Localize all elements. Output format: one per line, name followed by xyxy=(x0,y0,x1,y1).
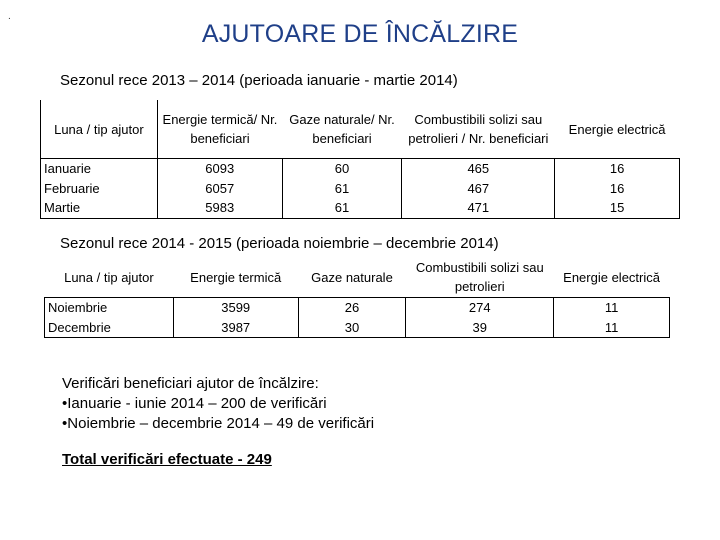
month: Noiembrie xyxy=(48,300,108,315)
value: 467 xyxy=(467,180,490,196)
season-1-header-row xyxy=(41,100,680,159)
value: 61 xyxy=(334,200,350,215)
col-header-gaze: Gaze naturale xyxy=(311,269,393,285)
month: Decembrie xyxy=(48,319,111,335)
col-header-energie-termica: Energie termică xyxy=(190,269,282,285)
bullet: • xyxy=(62,415,68,432)
verifications-total: Total verificări efectuate - 249 xyxy=(62,451,272,468)
combustibili-cell xyxy=(402,159,555,219)
month-cell xyxy=(41,159,158,219)
verifications-item xyxy=(62,414,374,434)
verifications-heading: Verificări beneficiari ajutor de încălzire: xyxy=(62,375,319,392)
gaze-cell xyxy=(298,298,406,338)
value: 15 xyxy=(609,200,625,215)
season-2-heading: Sezonul rece 2014 - 2015 (perioada noiembrie – decembrie 2014) xyxy=(60,235,499,252)
value: 30 xyxy=(344,319,360,335)
value: 6093 xyxy=(205,161,235,176)
verifications-item-text: Ianuarie - iunie 2014 – 200 de verificări xyxy=(67,395,327,412)
season-2-header-row xyxy=(45,257,670,298)
energie-electrica-cell xyxy=(555,159,680,219)
page-title: AJUTOARE DE ÎNCĂLZIRE xyxy=(201,20,519,48)
value: 16 xyxy=(609,180,625,196)
combustibili-cell xyxy=(406,298,554,338)
value: 465 xyxy=(467,161,490,176)
value: 6057 xyxy=(205,180,235,196)
value: 3987 xyxy=(221,319,251,335)
value: 274 xyxy=(468,300,491,315)
value: 471 xyxy=(467,200,490,215)
energie-electrica-cell xyxy=(554,298,670,338)
energie-termica-cell xyxy=(157,159,282,219)
col-header-luna: Luna / tip ajutor xyxy=(41,100,158,159)
month-cell xyxy=(45,298,174,338)
page-mark: . xyxy=(8,11,11,22)
value: 3599 xyxy=(221,300,251,315)
season-1-data-row xyxy=(41,159,680,219)
col-header-combustibili: Combustibili solizi sau petrolieri / Nr. beneficiari xyxy=(408,112,549,146)
month: Martie xyxy=(44,200,81,215)
col-header-gaze: Gaze naturale/ Nr. beneficiari xyxy=(289,112,395,146)
value: 5983 xyxy=(205,200,235,215)
value: 26 xyxy=(344,300,360,315)
gaze-cell xyxy=(282,159,402,219)
season-1-table xyxy=(40,100,680,219)
season-2-table xyxy=(44,257,670,338)
bullet: • xyxy=(62,395,68,412)
value: 60 xyxy=(334,161,350,176)
value: 39 xyxy=(472,319,487,335)
col-header-energie-electrica: Energie electrică xyxy=(563,269,660,285)
energie-termica-cell xyxy=(173,298,298,338)
col-header-energie-termica: Energie termică/ Nr. beneficiari xyxy=(162,112,278,146)
verifications-item-text: Noiembrie – decembrie 2014 – 49 de verificări xyxy=(67,415,375,432)
col-header-energie-electrica: Energie electrică xyxy=(568,121,666,137)
month: Ianuarie xyxy=(44,161,91,176)
value: 61 xyxy=(334,180,350,196)
value: 11 xyxy=(604,300,619,315)
verifications-notes xyxy=(62,374,374,434)
month: Februarie xyxy=(44,180,100,196)
value: 11 xyxy=(604,319,619,335)
season-2-data-row xyxy=(45,298,670,338)
value: 16 xyxy=(609,161,625,176)
col-header-luna: Luna / tip ajutor xyxy=(64,269,154,285)
verifications-item xyxy=(62,394,374,414)
season-1-heading: Sezonul rece 2013 – 2014 (perioada ianuarie - martie 2014) xyxy=(60,72,458,89)
col-header-combustibili: Combustibili solizi sau petrolieri xyxy=(415,260,544,294)
